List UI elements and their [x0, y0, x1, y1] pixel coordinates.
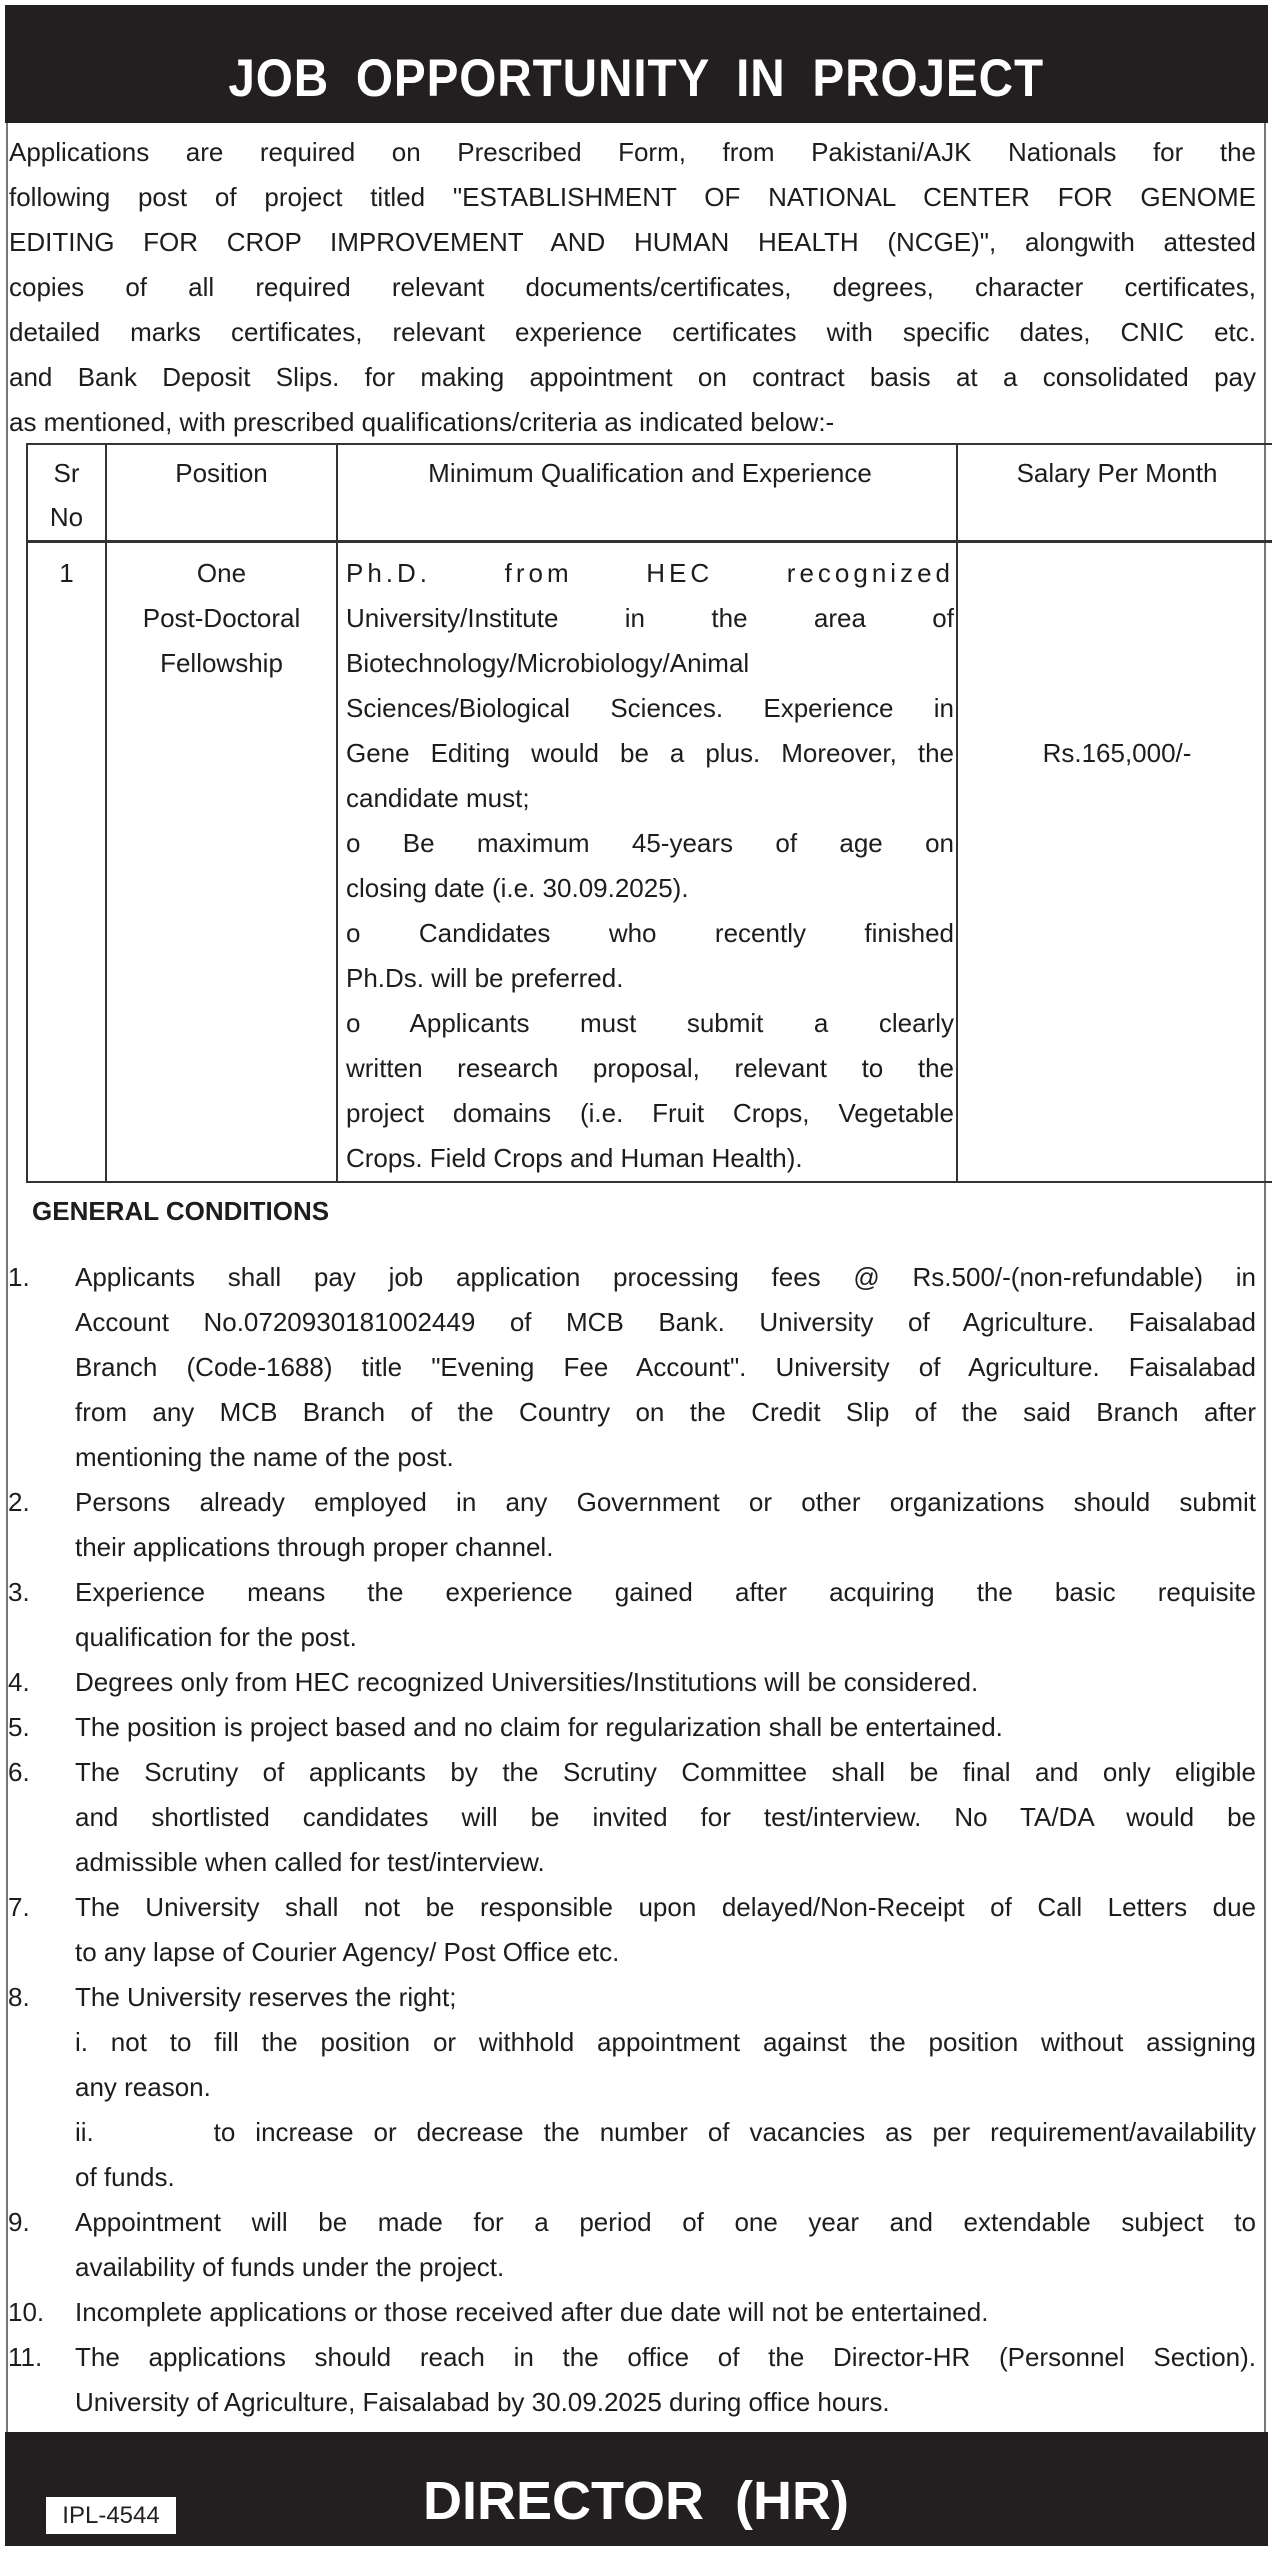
condition-number: 4.: [8, 1667, 30, 1697]
condition-number: 5.: [8, 1712, 30, 1742]
salary-value: Rs.165,000/-: [1042, 738, 1192, 768]
condition-line: any reason.: [75, 2072, 211, 2102]
condition-number: 2.: [8, 1487, 30, 1517]
condition-number: 9.: [8, 2207, 30, 2237]
condition-line: qualification for the post.: [75, 1622, 357, 1652]
qualification-line: project domains (i.e. Fruit Crops, Vegetable: [346, 1098, 954, 1128]
position-line: One: [196, 558, 247, 588]
qualification-line: Ph.Ds. will be preferred.: [346, 963, 624, 993]
condition-line: availability of funds under the project.: [75, 2252, 505, 2282]
qualification-line: o Candidates who recently finished: [346, 918, 954, 948]
intro-line: detailed marks certificates, relevant experience certificates with specific dates, CNIC etc.: [9, 317, 1256, 347]
condition-line: Persons already employed in any Government or other organizations should submit: [75, 1487, 1256, 1517]
condition-line: Degrees only from HEC recognized Universities/Institutions will be considered.: [75, 1667, 979, 1697]
header-qualification: Minimum Qualification and Experience: [337, 444, 957, 542]
condition-line: The Scrutiny of applicants by the Scrutiny Committee shall be final and only eligible: [75, 1757, 1256, 1787]
condition-line: mentioning the name of the post.: [75, 1442, 454, 1472]
header-sr-no: Sr No: [27, 444, 106, 542]
intro-line: as mentioned, with prescribed qualifications/criteria as indicated below:-: [9, 407, 835, 437]
page-title: JOB OPPORTUNITY IN PROJECT: [228, 48, 1045, 108]
position-line: Post-Doctoral: [142, 603, 301, 633]
qualification-line: Crops. Field Crops and Human Health).: [346, 1143, 803, 1173]
condition-line: The position is project based and no claim for regularization shall be entertained.: [75, 1712, 1003, 1742]
signatory: DIRECTOR (HR): [423, 2471, 849, 2531]
intro-paragraph: [9, 130, 1256, 445]
condition-number: 7.: [8, 1892, 30, 1922]
intro-line: and Bank Deposit Slips. for making appointment on contract basis at a consolidated pay: [9, 362, 1256, 392]
intro-line: Applications are required on Prescribed Form, from Pakistani/AJK Nationals for the: [9, 137, 1256, 167]
reference-code: IPL-4544: [46, 2497, 176, 2534]
qualification-line: Ph.D. from HEC recognized: [346, 558, 954, 588]
positions-table: [26, 443, 1272, 1183]
qualification-line: written research proposal, relevant to the: [346, 1053, 954, 1083]
qualification-line: Gene Editing would be a plus. Moreover, the: [346, 738, 954, 768]
table-row: [27, 542, 1272, 1183]
condition-line: Branch (Code-1688) title "Evening Fee Account". University of Agriculture. Faisalabad: [75, 1352, 1256, 1382]
condition-line: Account No.0720930181002449 of MCB Bank. University of Agriculture. Faisalabad: [75, 1307, 1256, 1337]
qualification-line: closing date (i.e. 30.09.2025).: [346, 873, 689, 903]
qualification-line: o Be maximum 45-years of age on: [346, 828, 954, 858]
condition-line: Incomplete applications or those received after due date will not be entertained.: [75, 2297, 989, 2327]
condition-item: [8, 2200, 1256, 2290]
intro-line: following post of project titled "ESTABLISHMENT OF NATIONAL CENTER FOR GENOME: [9, 182, 1256, 212]
condition-line: Applicants shall pay job application processing fees @ Rs.500/-(non-refundable) in: [75, 1262, 1256, 1292]
condition-item: [8, 1255, 1256, 1480]
qualification-line: University/Institute in the area of: [346, 603, 954, 633]
qualification-line: candidate must;: [346, 783, 530, 813]
condition-number: 8.: [8, 1982, 30, 2012]
condition-line: The University shall not be responsible upon delayed/Non-Receipt of Call Letters due: [75, 1892, 1256, 1922]
condition-item: [8, 1705, 1256, 1750]
condition-line: their applications through proper channel.: [75, 1532, 554, 1562]
qualification-line: Sciences/Biological Sciences. Experience in: [346, 693, 954, 723]
condition-line: to any lapse of Courier Agency/ Post Office etc.: [75, 1937, 620, 1967]
table-header-row: [27, 444, 1272, 542]
condition-line: University of Agriculture, Faisalabad by 30.09.2025 during office hours.: [75, 2387, 890, 2417]
condition-item: [8, 1885, 1256, 1975]
qualification-line: o Applicants must submit a clearly: [346, 1008, 954, 1038]
condition-line: and shortlisted candidates will be invited for test/interview. No TA/DA would be: [75, 1802, 1256, 1832]
condition-number: 11.: [8, 2342, 43, 2372]
header-position: Position: [106, 444, 337, 542]
qualification-line: Biotechnology/Microbiology/Animal: [346, 648, 750, 678]
condition-line: of funds.: [75, 2162, 175, 2192]
cell-sr: 1: [27, 542, 106, 1183]
condition-item: [8, 2290, 1256, 2335]
condition-line: The University reserves the right;: [75, 1982, 457, 2012]
condition-item: [8, 2335, 1256, 2425]
header-salary: Salary Per Month: [957, 444, 1272, 542]
title-banner: [5, 5, 1268, 123]
condition-item: [8, 1975, 1256, 2200]
cell-salary: [957, 542, 1272, 1183]
general-conditions-list: [8, 1255, 1256, 2425]
condition-item: [8, 1750, 1256, 1885]
condition-line: ii. to increase or decrease the number of vacancies as per requirement/availability: [75, 2117, 1256, 2147]
condition-line: i. not to fill the position or withhold appointment against the position without assigning: [75, 2027, 1256, 2057]
condition-number: 10.: [8, 2297, 45, 2327]
condition-number: 6.: [8, 1757, 30, 1787]
position-line: Fellowship: [160, 648, 283, 678]
condition-line: admissible when called for test/interview.: [75, 1847, 545, 1877]
intro-line: EDITING FOR CROP IMPROVEMENT AND HUMAN HEALTH (NCGE)", alongwith attested: [9, 227, 1256, 257]
condition-item: [8, 1660, 1256, 1705]
condition-line: from any MCB Branch of the Country on the Credit Slip of the said Branch after: [75, 1397, 1256, 1427]
condition-item: [8, 1570, 1256, 1660]
condition-number: 3.: [8, 1577, 30, 1607]
condition-item: [8, 1480, 1256, 1570]
condition-line: Experience means the experience gained after acquiring the basic requisite: [75, 1577, 1256, 1607]
general-conditions-title: GENERAL CONDITIONS: [32, 1196, 330, 1226]
intro-line: copies of all required relevant documents/certificates, degrees, character certificates,: [9, 272, 1256, 302]
condition-line: Appointment will be made for a period of one year and extendable subject to: [75, 2207, 1256, 2237]
cell-position: [106, 542, 337, 1183]
condition-number: 1.: [8, 1262, 30, 1292]
cell-qualification: [337, 542, 957, 1183]
condition-line: The applications should reach in the office of the Director-HR (Personnel Section).: [75, 2342, 1256, 2372]
